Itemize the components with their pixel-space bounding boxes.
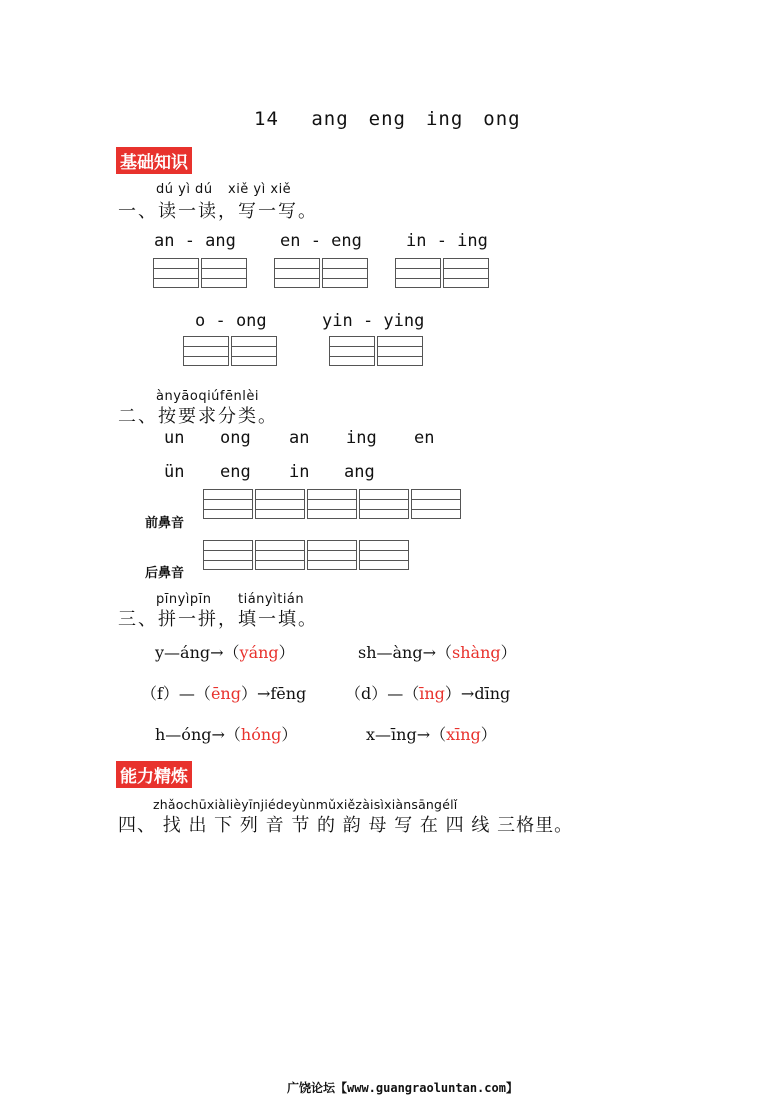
q2-pinyin: ànyāoqiúfēnlèi bbox=[156, 389, 259, 404]
q1-pair-4: o - ong bbox=[195, 311, 267, 331]
q3-item-ding-prompt: （d）—（ bbox=[345, 684, 420, 703]
q2-option-un: un bbox=[164, 428, 185, 448]
q1-pair-3: in - ing bbox=[406, 231, 488, 251]
q3-item-hong-answer: hóng bbox=[240, 725, 282, 744]
page-title: 14 ang eng ing ong bbox=[254, 108, 521, 130]
q2-option-ing: ing bbox=[346, 428, 377, 448]
q2-option-en: en bbox=[414, 428, 435, 448]
q2-option-un-umlaut: ün bbox=[164, 462, 185, 482]
q3-item-ding-end: ）→dīng bbox=[444, 684, 511, 703]
q3-item-ding bbox=[345, 681, 510, 704]
q1-pinyin-read: dú yì dú bbox=[156, 182, 213, 197]
q1-pair-1: an - ang bbox=[154, 231, 236, 251]
q4-instruction: 四、 找 出 下 列 音 节 的 韵 母 写 在 四 线 三格里。 bbox=[118, 815, 574, 836]
q4-pinyin: zhǎochūxiàlièyīnjiédeyùnmǔxiězàisìxiànsāngélǐ bbox=[153, 797, 458, 812]
q3-item-feng-end: ）→fēng bbox=[240, 684, 307, 703]
q3-item-shang-end: ） bbox=[500, 643, 517, 662]
q3-item-yang-end: ） bbox=[278, 643, 295, 662]
section-tag-ability: 能力精炼 bbox=[116, 761, 192, 788]
q1-writing-grid-2[interactable] bbox=[274, 258, 368, 288]
q2-option-an: an bbox=[289, 428, 310, 448]
q3-item-xing-end: ） bbox=[480, 725, 497, 744]
q3-item-hong bbox=[155, 722, 297, 745]
footer-watermark: 广饶论坛【www.guangraoluntan.com】 bbox=[287, 1081, 518, 1095]
q3-pinyin-fill: tiányìtián bbox=[238, 592, 305, 607]
section-tag-basics: 基础知识 bbox=[116, 147, 192, 174]
q2-back-nasal-label: 后鼻音 bbox=[145, 566, 185, 581]
q1-pinyin-write: xiě yì xiě bbox=[228, 182, 292, 197]
q3-item-shang-prompt: sh—àng→（ bbox=[358, 643, 453, 662]
q2-option-eng: eng bbox=[220, 462, 251, 482]
q3-pinyin-spell: pīnyìpīn bbox=[156, 592, 212, 607]
q1-instruction: 一、读一读，写一写。 bbox=[118, 201, 318, 222]
q1-writing-grid-4[interactable] bbox=[183, 336, 277, 366]
q2-instruction: 二、按要求分类。 bbox=[118, 406, 278, 427]
q3-item-xing-prompt: x—īng→（ bbox=[366, 725, 447, 744]
q3-item-ding-answer: īng bbox=[419, 684, 445, 703]
q3-item-shang bbox=[358, 640, 517, 663]
q3-item-yang-prompt: y—áng→（ bbox=[155, 643, 240, 662]
q2-front-nasal-label: 前鼻音 bbox=[145, 516, 185, 531]
q3-item-xing-answer: xīng bbox=[446, 725, 481, 744]
q1-writing-grid-1[interactable] bbox=[153, 258, 247, 288]
q1-pair-2: en - eng bbox=[280, 231, 362, 251]
q3-item-xing bbox=[366, 722, 497, 745]
q3-item-feng bbox=[141, 681, 306, 704]
q3-item-hong-end: ） bbox=[281, 725, 298, 744]
q3-item-feng-answer: ēng bbox=[210, 684, 241, 703]
q2-front-nasal-grid[interactable] bbox=[203, 489, 461, 519]
q3-instruction: 三、拼一拼，填一填。 bbox=[118, 609, 318, 630]
q1-writing-grid-3[interactable] bbox=[395, 258, 489, 288]
q3-item-yang-answer: yáng bbox=[239, 643, 279, 662]
q2-option-ong: ong bbox=[220, 428, 251, 448]
q2-back-nasal-grid[interactable] bbox=[203, 540, 409, 570]
q2-option-ang: ang bbox=[344, 462, 375, 482]
q1-writing-grid-5[interactable] bbox=[329, 336, 423, 366]
q3-item-yang bbox=[155, 640, 295, 663]
q2-option-in: in bbox=[289, 462, 310, 482]
q3-item-feng-prompt: （f）—（ bbox=[141, 684, 211, 703]
q3-item-hong-prompt: h—óng→（ bbox=[155, 725, 241, 744]
q1-pair-5: yin - ying bbox=[322, 311, 425, 331]
q3-item-shang-answer: shàng bbox=[452, 643, 501, 662]
